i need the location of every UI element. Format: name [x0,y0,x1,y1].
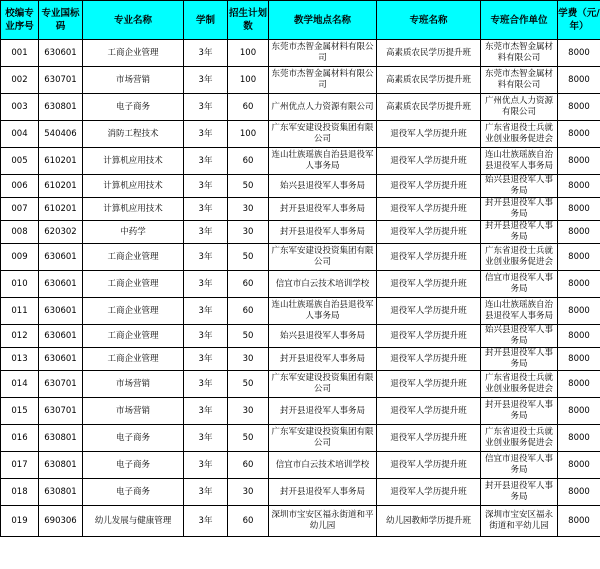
table-row [1,348,600,371]
col-header-class: 专班名称 [377,1,481,40]
cell-serial: 001 [1,40,39,67]
cell-duration: 3年 [184,121,228,148]
table-row [1,271,600,298]
cell-duration: 3年 [184,298,228,325]
cell-partner: 广东省退役士兵就业创业服务促进会 [481,425,558,452]
cell-duration: 3年 [184,398,228,425]
cell-partner: 封开县退役军人事务局 [481,221,558,244]
cell-serial: 005 [1,148,39,175]
cell-duration: 3年 [184,348,228,371]
col-header-serial: 校编专业序号 [1,1,39,40]
cell-major: 计算机应用技术 [83,198,184,221]
cell-class-name: 退役军人学历提升班 [377,148,481,175]
table-row [1,148,600,175]
cell-location: 信宜市白云技术培训学校 [269,271,377,298]
cell-code: 630601 [39,325,83,348]
cell-plan: 60 [228,94,269,121]
cell-fee: 8000 [558,40,600,67]
cell-serial: 002 [1,67,39,94]
cell-partner: 广东省退役士兵就业创业服务促进会 [481,244,558,271]
cell-fee: 8000 [558,298,600,325]
cell-serial: 004 [1,121,39,148]
cell-class-name: 退役军人学历提升班 [377,479,481,506]
cell-class-name: 退役军人学历提升班 [377,121,481,148]
cell-fee: 8000 [558,244,600,271]
table-row [1,371,600,398]
cell-fee: 8000 [558,121,600,148]
cell-major: 幼儿发展与健康管理 [83,506,184,537]
cell-duration: 3年 [184,94,228,121]
col-header-fee: 学费（元/年） [558,1,600,40]
cell-partner: 始兴县退役军人事务局 [481,325,558,348]
cell-fee: 8000 [558,479,600,506]
cell-major: 工商企业管理 [83,348,184,371]
cell-location: 东莞市杰智金属材料有限公司 [269,67,377,94]
cell-plan: 30 [228,398,269,425]
col-header-major: 专业名称 [83,1,184,40]
cell-partner: 信宜市退役军人事务局 [481,452,558,479]
cell-plan: 50 [228,425,269,452]
cell-class-name: 退役军人学历提升班 [377,271,481,298]
cell-code: 630601 [39,348,83,371]
cell-plan: 60 [228,452,269,479]
table-row [1,298,600,325]
cell-code: 630601 [39,298,83,325]
cell-partner: 连山壮族瑶族自治县退役军人事务局 [481,298,558,325]
cell-location: 广东军安建设投资集团有限公司 [269,244,377,271]
table-row [1,398,600,425]
table-row [1,325,600,348]
cell-class-name: 退役军人学历提升班 [377,371,481,398]
cell-serial: 013 [1,348,39,371]
cell-plan: 100 [228,67,269,94]
cell-duration: 3年 [184,371,228,398]
cell-serial: 010 [1,271,39,298]
cell-major: 电子商务 [83,94,184,121]
cell-code: 610201 [39,175,83,198]
cell-fee: 8000 [558,506,600,537]
cell-fee: 8000 [558,175,600,198]
cell-partner: 东莞市杰智金属材料有限公司 [481,40,558,67]
cell-location: 广东军安建设投资集团有限公司 [269,371,377,398]
cell-plan: 30 [228,198,269,221]
table-row [1,479,600,506]
cell-major: 工商企业管理 [83,271,184,298]
cell-serial: 016 [1,425,39,452]
cell-plan: 60 [228,506,269,537]
table-row [1,221,600,244]
cell-class-name: 退役军人学历提升班 [377,198,481,221]
cell-location: 封开县退役军人事务局 [269,198,377,221]
cell-class-name: 退役军人学历提升班 [377,452,481,479]
cell-duration: 3年 [184,452,228,479]
cell-location: 深圳市宝安区福永街道和平幼儿园 [269,506,377,537]
cell-major: 市场营销 [83,398,184,425]
cell-fee: 8000 [558,371,600,398]
cell-class-name: 退役军人学历提升班 [377,244,481,271]
table-row [1,94,600,121]
cell-class-name: 退役军人学历提升班 [377,348,481,371]
cell-serial: 011 [1,298,39,325]
table-row [1,425,600,452]
cell-code: 630701 [39,371,83,398]
cell-duration: 3年 [184,148,228,175]
cell-plan: 50 [228,175,269,198]
cell-class-name: 幼儿园教师学历提升班 [377,506,481,537]
cell-plan: 50 [228,325,269,348]
cell-major: 工商企业管理 [83,244,184,271]
cell-serial: 015 [1,398,39,425]
cell-serial: 014 [1,371,39,398]
cell-fee: 8000 [558,148,600,175]
cell-serial: 007 [1,198,39,221]
cell-plan: 60 [228,148,269,175]
cell-code: 630801 [39,94,83,121]
cell-plan: 50 [228,371,269,398]
cell-location: 信宜市白云技术培训学校 [269,452,377,479]
cell-plan: 100 [228,40,269,67]
cell-class-name: 高素质农民学历提升班 [377,67,481,94]
cell-location: 封开县退役军人事务局 [269,398,377,425]
cell-major: 市场营销 [83,67,184,94]
cell-location: 连山壮族瑶族自治县退役军人事务局 [269,298,377,325]
cell-code: 630801 [39,479,83,506]
cell-serial: 008 [1,221,39,244]
cell-location: 东莞市杰智金属材料有限公司 [269,40,377,67]
cell-location: 广州优点人力资源有限公司 [269,94,377,121]
cell-code: 610201 [39,148,83,175]
cell-partner: 东莞市杰智金属材料有限公司 [481,67,558,94]
table-row [1,198,600,221]
cell-major: 中药学 [83,221,184,244]
cell-major: 电子商务 [83,425,184,452]
cell-code: 630601 [39,271,83,298]
cell-duration: 3年 [184,506,228,537]
cell-location: 连山壮族瑶族自治县退役军人事务局 [269,148,377,175]
cell-code: 630601 [39,244,83,271]
cell-partner: 封开县退役军人事务局 [481,348,558,371]
cell-duration: 3年 [184,479,228,506]
cell-fee: 8000 [558,198,600,221]
cell-duration: 3年 [184,325,228,348]
cell-class-name: 高素质农民学历提升班 [377,40,481,67]
cell-plan: 50 [228,244,269,271]
cell-major: 电子商务 [83,452,184,479]
cell-class-name: 退役军人学历提升班 [377,175,481,198]
cell-duration: 3年 [184,425,228,452]
header-row [1,1,600,40]
cell-serial: 009 [1,244,39,271]
cell-fee: 8000 [558,425,600,452]
cell-fee: 8000 [558,325,600,348]
table-row [1,175,600,198]
cell-major: 工商企业管理 [83,40,184,67]
cell-serial: 019 [1,506,39,537]
cell-location: 广东军安建设投资集团有限公司 [269,121,377,148]
cell-plan: 60 [228,271,269,298]
cell-major: 计算机应用技术 [83,175,184,198]
cell-location: 始兴县退役军人事务局 [269,325,377,348]
cell-partner: 封开县退役军人事务局 [481,198,558,221]
cell-code: 610201 [39,198,83,221]
col-header-code: 专业国标码 [39,1,83,40]
cell-serial: 006 [1,175,39,198]
cell-major: 市场营销 [83,371,184,398]
cell-serial: 012 [1,325,39,348]
cell-fee: 8000 [558,271,600,298]
cell-plan: 30 [228,221,269,244]
table-row [1,40,600,67]
cell-code: 690306 [39,506,83,537]
cell-fee: 8000 [558,221,600,244]
cell-duration: 3年 [184,271,228,298]
cell-major: 电子商务 [83,479,184,506]
cell-location: 封开县退役军人事务局 [269,479,377,506]
cell-fee: 8000 [558,67,600,94]
cell-class-name: 退役军人学历提升班 [377,325,481,348]
col-header-duration: 学制 [184,1,228,40]
cell-partner: 广州优点人力资源有限公司 [481,94,558,121]
table-row [1,506,600,537]
cell-fee: 8000 [558,452,600,479]
cell-serial: 003 [1,94,39,121]
cell-plan: 60 [228,298,269,325]
cell-fee: 8000 [558,94,600,121]
table-row [1,121,600,148]
cell-location: 广东军安建设投资集团有限公司 [269,425,377,452]
cell-duration: 3年 [184,40,228,67]
cell-code: 630701 [39,67,83,94]
cell-partner: 连山壮族瑶族自治县退役军人事务局 [481,148,558,175]
cell-class-name: 退役军人学历提升班 [377,298,481,325]
cell-code: 630801 [39,452,83,479]
cell-major: 工商企业管理 [83,298,184,325]
cell-major: 计算机应用技术 [83,148,184,175]
cell-fee: 8000 [558,348,600,371]
cell-code: 620302 [39,221,83,244]
cell-location: 始兴县退役军人事务局 [269,175,377,198]
cell-partner: 封开县退役军人事务局 [481,398,558,425]
cell-duration: 3年 [184,67,228,94]
cell-code: 630601 [39,40,83,67]
cell-partner: 深圳市宝安区福永街道和平幼儿园 [481,506,558,537]
cell-class-name: 退役军人学历提升班 [377,221,481,244]
cell-plan: 100 [228,121,269,148]
table-row [1,244,600,271]
cell-code: 540406 [39,121,83,148]
cell-partner: 广东省退役士兵就业创业服务促进会 [481,121,558,148]
cell-major: 工商企业管理 [83,325,184,348]
cell-duration: 3年 [184,221,228,244]
cell-location: 封开县退役军人事务局 [269,348,377,371]
cell-code: 630801 [39,425,83,452]
cell-duration: 3年 [184,244,228,271]
cell-partner: 始兴县退役军人事务局 [481,175,558,198]
cell-partner: 广东省退役士兵就业创业服务促进会 [481,371,558,398]
cell-plan: 30 [228,479,269,506]
cell-serial: 017 [1,452,39,479]
cell-serial: 018 [1,479,39,506]
cell-major: 消防工程技术 [83,121,184,148]
cell-class-name: 退役军人学历提升班 [377,398,481,425]
table-row [1,452,600,479]
table-row [1,67,600,94]
cell-plan: 30 [228,348,269,371]
cell-location: 封开县退役军人事务局 [269,221,377,244]
col-header-partner: 专班合作单位 [481,1,558,40]
cell-partner: 封开县退役军人事务局 [481,479,558,506]
cell-class-name: 退役军人学历提升班 [377,425,481,452]
cell-duration: 3年 [184,198,228,221]
cell-partner: 信宜市退役军人事务局 [481,271,558,298]
cell-duration: 3年 [184,175,228,198]
col-header-location: 教学地点名称 [269,1,377,40]
cell-fee: 8000 [558,398,600,425]
col-header-plan: 招生计划数 [228,1,269,40]
cell-class-name: 高素质农民学历提升班 [377,94,481,121]
cell-code: 630701 [39,398,83,425]
